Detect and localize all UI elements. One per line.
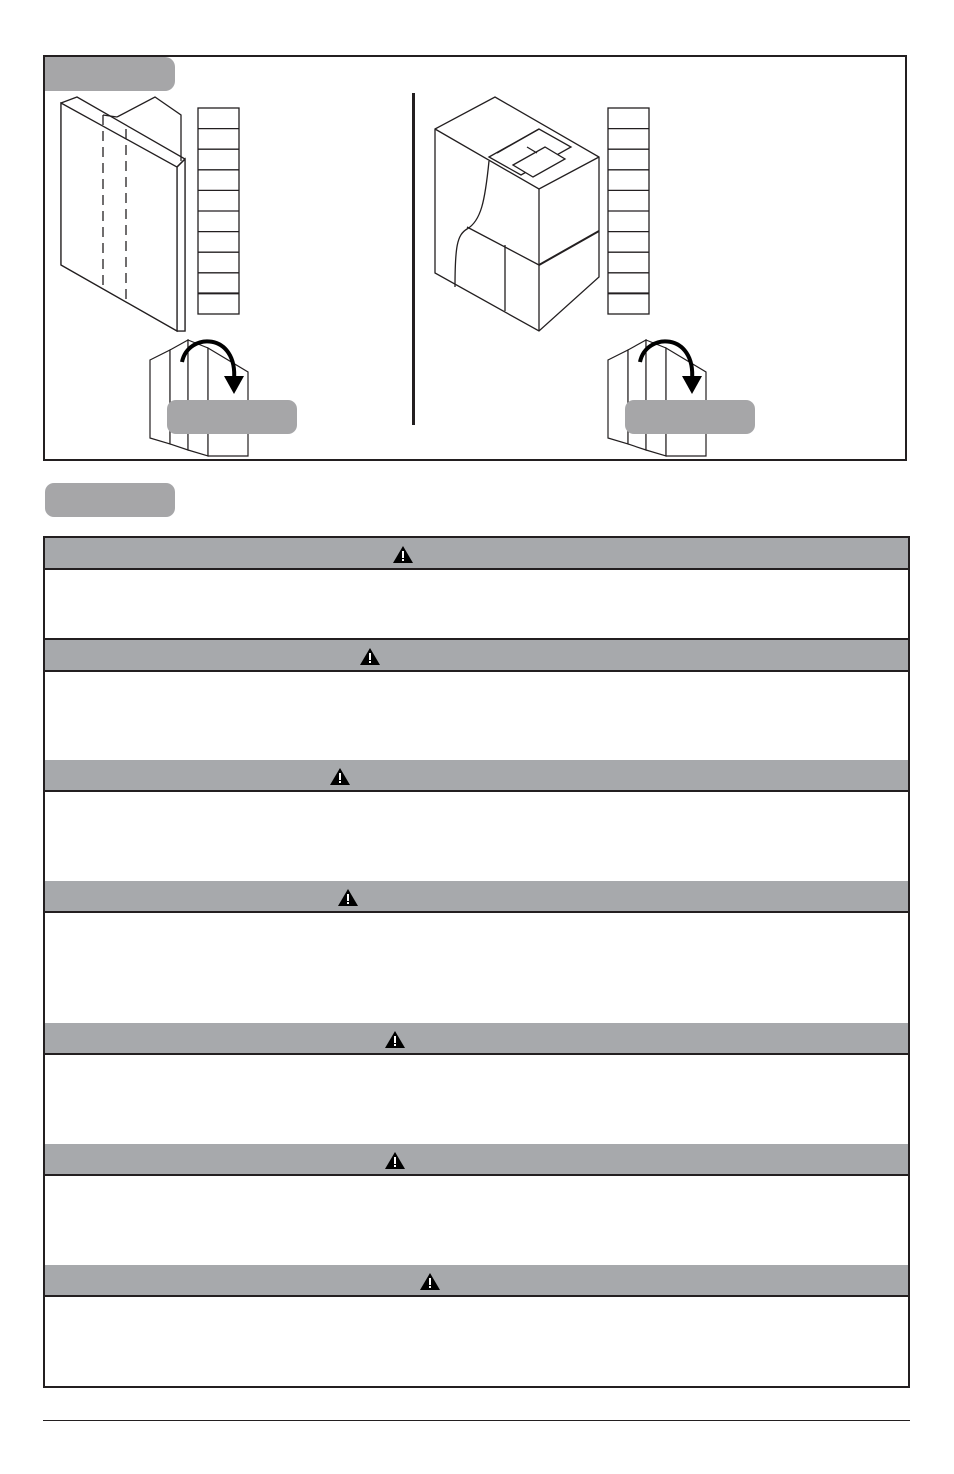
warning-text [45,1055,908,1142]
footer-rule [43,1420,910,1421]
warning-heading [45,1265,908,1297]
warning-block [45,1023,908,1144]
warning-block [45,1265,908,1386]
warning-heading [45,760,908,792]
warning-heading [45,538,908,570]
warning-block [45,1144,908,1265]
warning-block [45,881,908,1023]
warning-block [45,538,908,640]
warning-block [45,760,908,881]
warning-block [45,640,908,760]
warning-text [45,1297,908,1384]
warning-text [45,913,908,1021]
warning-triangle-icon [359,647,381,666]
warning-triangle-icon [384,1151,406,1170]
warnings-table [43,536,910,1388]
warning-heading [45,1023,908,1055]
figure-divider [412,93,415,425]
warning-heading [45,640,908,672]
figure-tag [45,57,175,91]
warning-text [45,672,908,758]
right-cabinet-illustration [433,97,603,333]
left-panel-illustration [59,95,189,331]
warning-triangle-icon [337,888,359,907]
warning-text [45,570,908,638]
warning-triangle-icon [419,1272,441,1291]
warning-heading [45,881,908,913]
section-label [45,483,175,517]
warning-triangle-icon [392,545,414,564]
warning-heading [45,1144,908,1176]
right-fold-label [625,400,755,434]
left-fold-label [167,400,297,434]
warning-triangle-icon [329,767,351,786]
warning-text [45,1176,908,1263]
fold-arrow-icon [606,332,716,457]
fold-arrow-icon [148,332,258,457]
figure-panel [43,55,907,461]
warning-text [45,792,908,879]
warning-triangle-icon [384,1030,406,1049]
right-height-scale [607,107,651,317]
left-height-scale [197,107,241,317]
